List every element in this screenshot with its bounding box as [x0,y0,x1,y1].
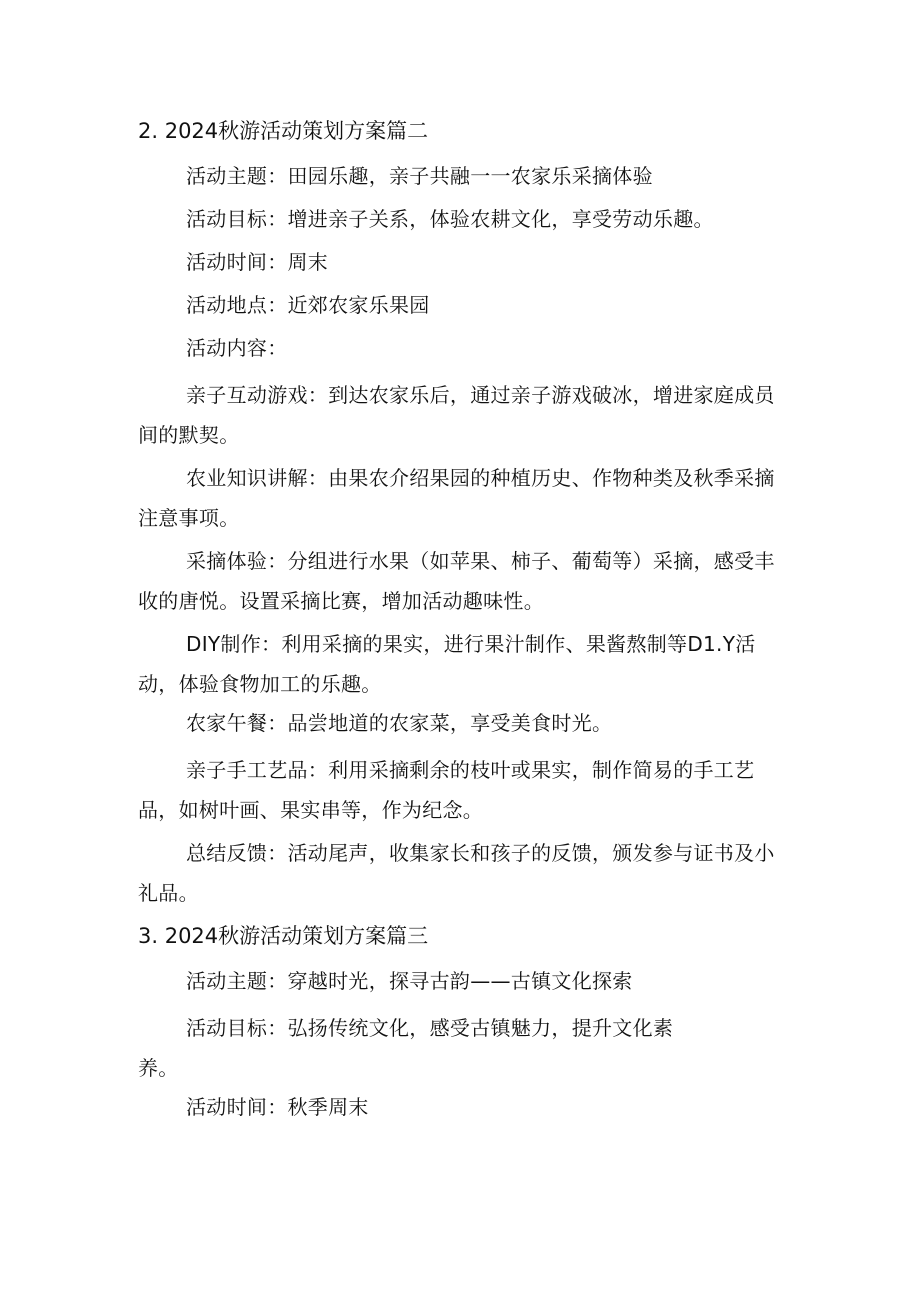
content-diy-making: DIY制作：利用采摘的果实，进行果汁制作、果酱熬制等D1.Y活动，体验食物加工的乐趣。 [138,632,756,696]
activity-location: 活动地点：近郊农家乐果园 [186,293,430,317]
content-summary-feedback: 总结反馈：活动尾声，收集家长和孩子的反馈，颁发参与证书及小礼品。 [138,841,775,905]
section-heading-2: 2. 2024秋游活动策划方案篇二 [138,119,429,143]
content-handicrafts: 亲子手工艺品：利用采摘剩余的枝叶或果实，制作简易的手工艺品，如树叶画、果实串等，作为纪念。 [138,758,755,822]
content-farm-lunch: 农家午餐：品尝地道的农家菜，享受美食时光。 [186,711,613,735]
content-parent-child-games: 亲子互动游戏：到达农家乐后，通过亲子游戏破冰，增进家庭成员间的默契。 [138,383,775,447]
activity-time: 活动时间：周末 [186,250,329,274]
section-heading-3: 3. 2024秋游活动策划方案篇三 [138,924,429,948]
activity-content-label: 活动内容： [186,336,288,360]
document-body [138,116,786,1134]
activity-theme-3: 活动主题：穿越时光，探寻古韵——古镇文化探索 [186,969,633,993]
activity-theme: 活动主题：田园乐趣，亲子共融一一农家乐采摘体验 [186,164,653,188]
activity-goal: 活动目标：增进亲子关系，体验农耕文化，享受劳动乐趣。 [186,207,714,231]
activity-goal-3: 活动目标：弘扬传统文化，感受古镇魅力，提升文化素养。 [138,1016,674,1080]
content-agriculture-knowledge: 农业知识讲解：由果农介绍果园的种植历史、作物种类及秋季采摘注意事项。 [138,466,775,530]
activity-time-3: 活动时间：秋季周末 [186,1095,369,1119]
content-picking-experience: 采摘体验：分组进行水果（如苹果、柿子、葡萄等）采摘，感受丰收的唐悦。设置采摘比赛，增加活动趣味性。 [138,549,775,613]
